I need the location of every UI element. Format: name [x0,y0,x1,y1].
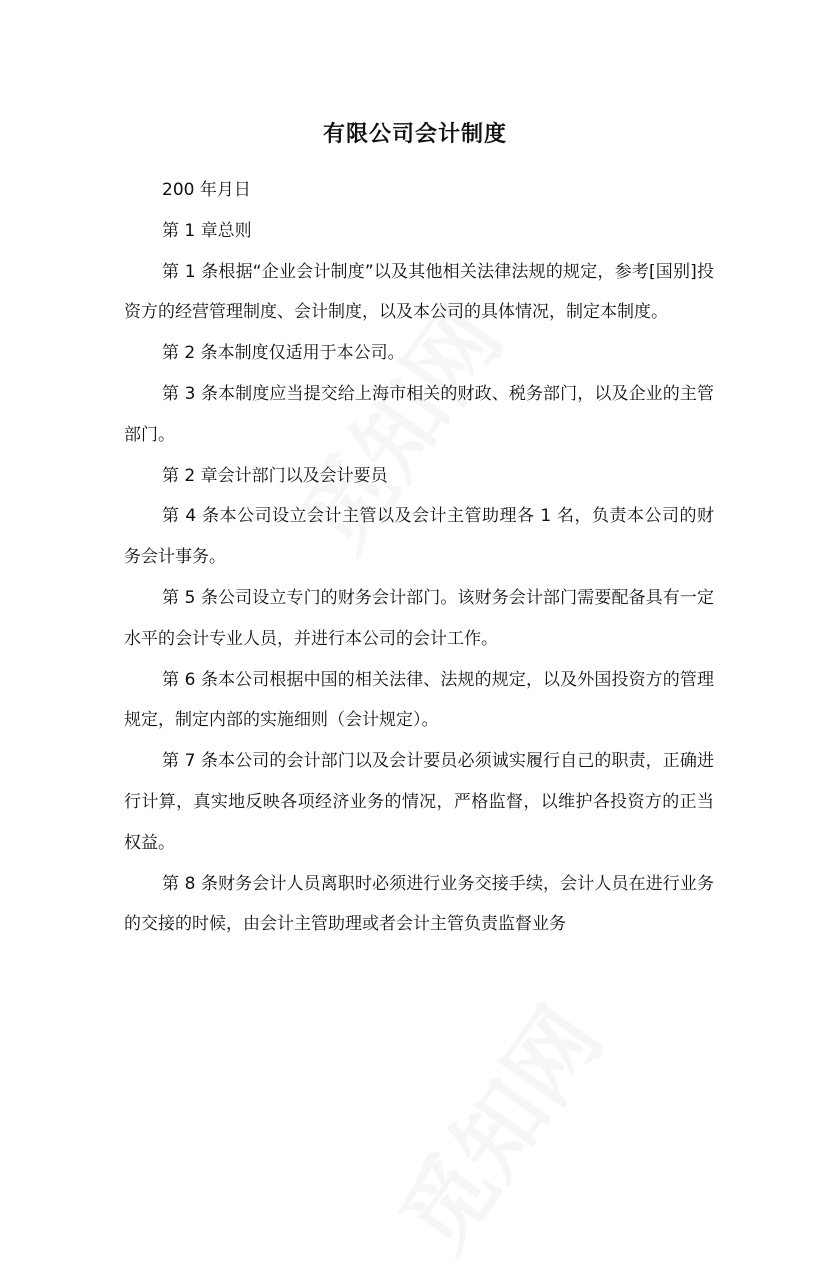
article-paragraph: 第 6 条本公司根据中国的相关法律、法规的规定，以及外国投资方的管理规定，制定内部的实施细则（会计规定）。 [124,669,714,731]
chapter-heading: 第 2 章会计部门以及会计要员 [162,465,388,486]
article-paragraph: 第 5 条公司设立专门的财务会计部门。该财务会计部门需要配备具有一定水平的会计专业人员，并进行本公司的会计工作。 [124,587,714,649]
article-paragraph: 第 2 条本制度仅适用于本公司。 [162,343,405,364]
article-paragraph: 第 4 条本公司设立会计主管以及会计主管助理各 1 名，负责本公司的财务会计事务。 [124,506,714,568]
article-paragraph: 第 8 条财务会计人员离职时必须进行业务交接手续，会计人员在进行业务的交接的时候，由会计主管助理或者会计主管负责监督业务 [124,873,714,935]
watermark [364,977,625,1273]
article-paragraph: 第 1 条根据“企业会计制度”以及其他相关法律法规的规定，参考[国别]投资方的经营管理制度、会计制度，以及本公司的具体情况，制定本制度。 [124,261,714,323]
date-line: 200 年月日 [162,180,251,200]
document-body [124,170,714,945]
article-paragraph: 第 3 条本制度应当提交给上海市相关的财政、税务部门，以及企业的主管部门。 [124,383,714,445]
document-title: 有限公司会计制度 [322,122,507,147]
article-paragraph: 第 7 条本公司的会计部门以及会计要员必须诚实履行自己的职责，正确进行计算，真实地反映各项经济业务的情况，严格监督，以维护各投资方的正当权益。 [124,751,714,853]
chapter-heading: 第 1 章总则 [162,220,252,241]
